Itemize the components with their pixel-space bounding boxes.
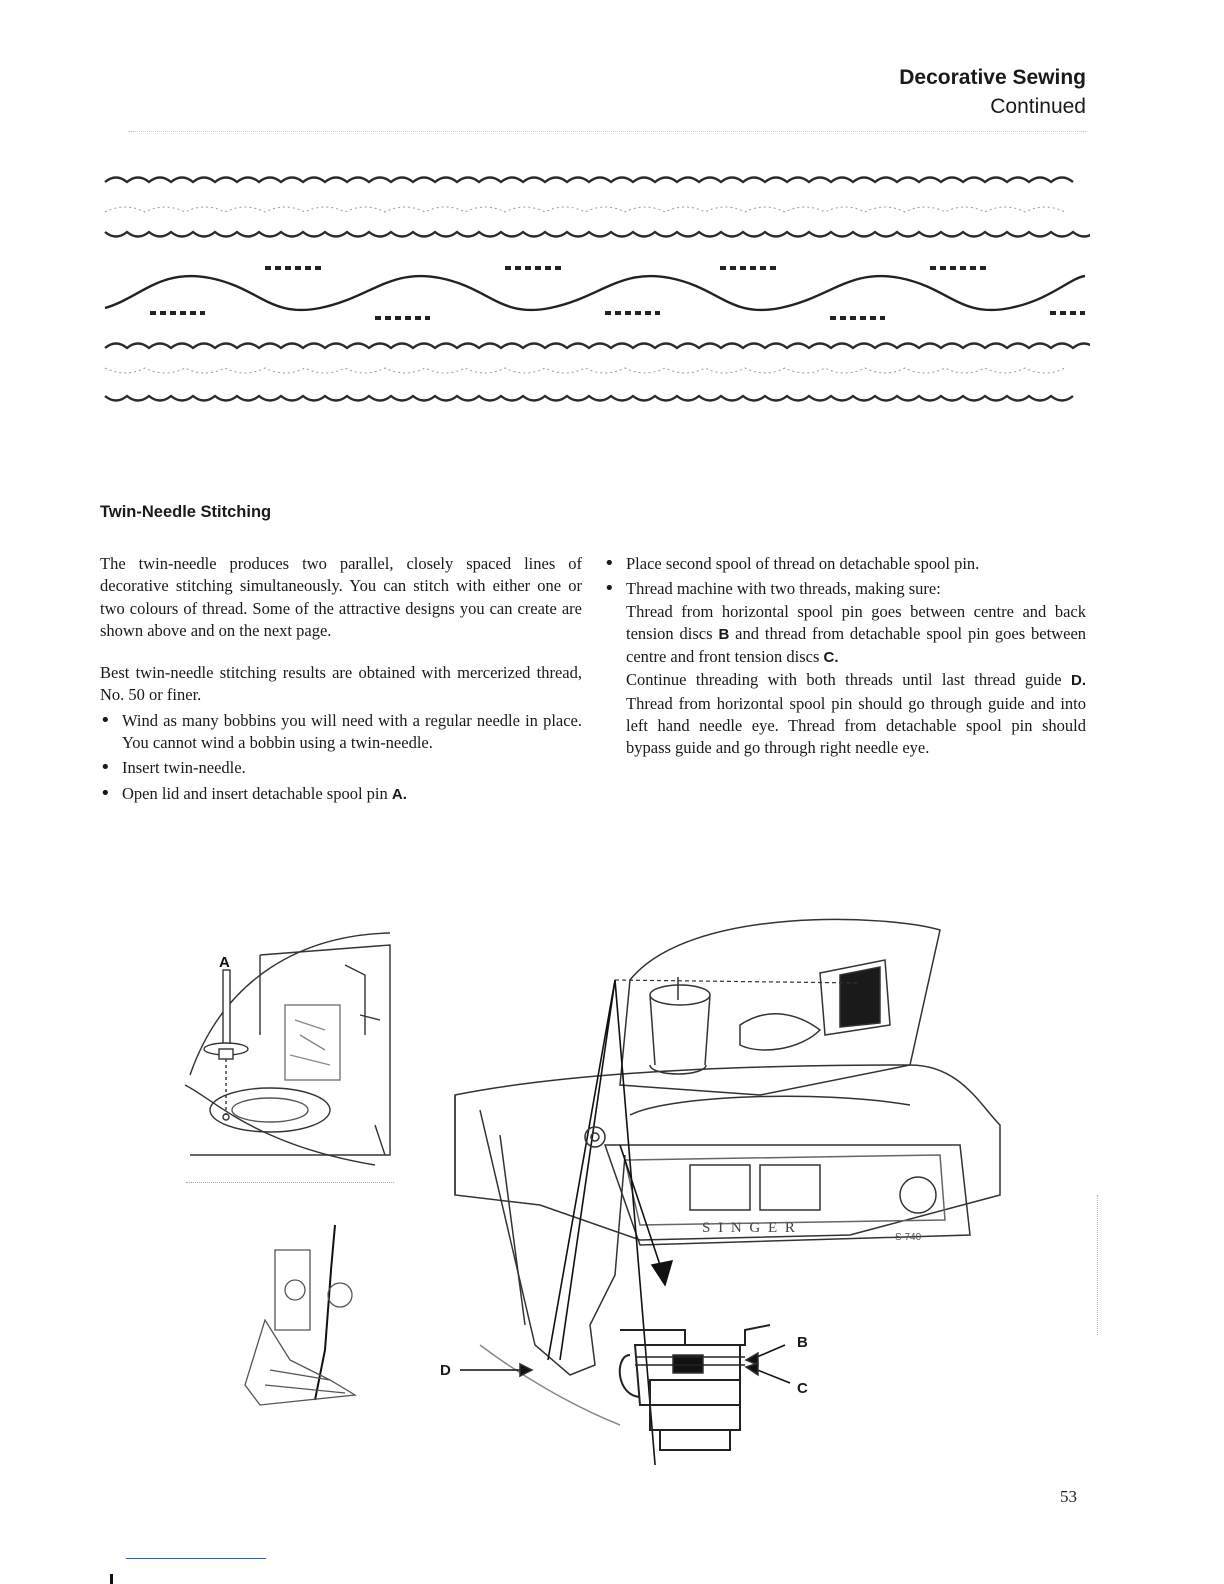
threading-detail-4-text: Thread from horizontal spool pin should go through guide and into left hand needle eye. Thread from detachable spool pin should bypass guide and go through right needle eye. [626,693,1086,758]
left-column [100,553,582,806]
stitch-sample-top [105,178,1090,237]
ref-c: C. [823,649,839,667]
bullet-open-lid [100,783,582,806]
machine-model-text: S 740 [895,1232,922,1243]
stitch-sample-middle [105,268,1085,318]
thread-note-paragraph: Best twin-needle stitching results are obtained with mercerized thread, No. 50 or finer. [100,663,582,705]
threading-detail-2 [604,669,1086,759]
threading-detail-1-text: Thread from horizontal spool pin goes between centre and back tension discs [626,601,1086,643]
right-bullet-list [604,553,1086,601]
stitch-sample-bottom [105,344,1090,401]
sewing-machine-illustration [440,905,1015,1465]
figure-label-a: A [219,954,230,971]
page-subtitle: Continued [990,95,1086,118]
bullet-second-spool: • Place second spool of thread on detachable spool pin. [604,553,1086,575]
ref-b: B [718,625,730,643]
figure-label-b: B [797,1334,808,1351]
ref-a: A. [391,785,407,803]
machine-brand-text: S I N G E R [702,1220,797,1236]
inset-divider [186,1182,394,1183]
threading-detail-2-text: and thread from detachable spool pin goes between centre and front tension discs [626,623,1087,667]
left-bullet-list [100,710,582,806]
page-header [899,64,1086,122]
ref-d: D. [1071,672,1086,690]
intro-paragraph: The twin-needle produces two parallel, closely spaced lines of decorative stitching simultaneously. You can stitch with either one or two colours of thread. Some of the attractive designs you can create are shown above and on the next page. [100,554,582,640]
spool-pin-inset-illustration [175,925,400,1190]
bottom-scan-line [126,1558,266,1559]
bullet-insert-needle: • Insert twin-needle. [100,757,582,779]
threading-detail-1 [604,601,1086,670]
header-divider [128,131,1086,132]
bullet-wind-bobbins: • Wind as many bobbins you will need with a regular needle in place. You cannot wind a bobbin using a twin-needle. [100,710,582,755]
page-title: Decorative Sewing [899,66,1086,89]
figure-label-c: C [797,1380,808,1397]
margin-scan-line [1097,1195,1098,1335]
threading-detail-3-text: Continue threading with both threads until last thread guide [626,670,1062,690]
page-number: 53 [1060,1487,1077,1506]
figure-label-d: D [440,1362,451,1379]
bullet-thread-machine: • Thread machine with two threads, making sure: [604,578,1086,600]
bottom-scan-tick [110,1574,113,1584]
bullet-open-lid-text: Open lid and insert detachable spool pin [122,783,388,803]
presser-foot-illustration [235,1220,365,1415]
section-heading: Twin-Needle Stitching [100,503,272,521]
right-column [604,553,1086,760]
decorative-stitch-samples [100,168,1090,418]
